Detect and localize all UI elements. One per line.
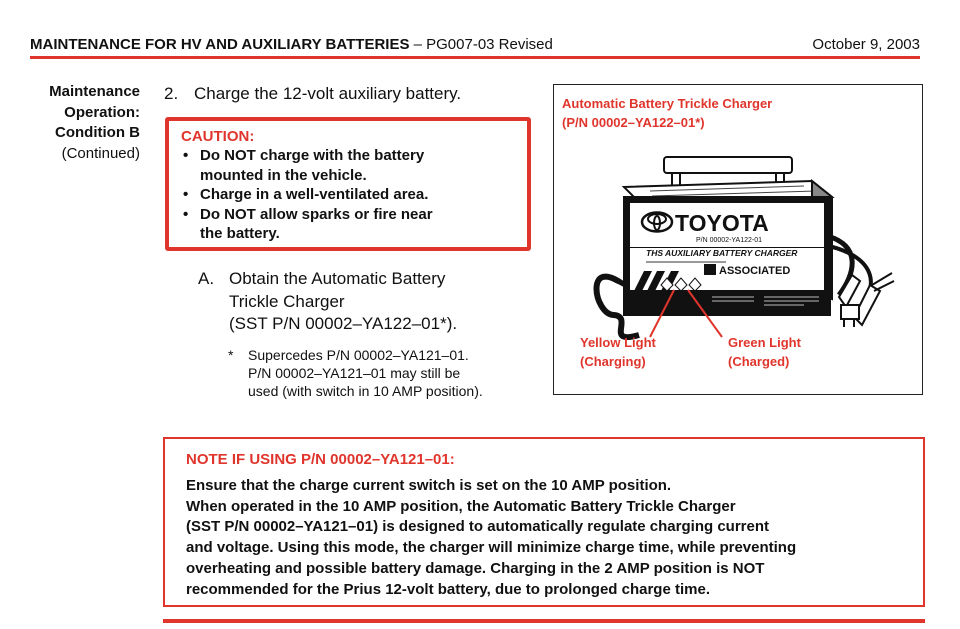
note-line: (SST P/N 00002–YA121–01) is designed to automatically regulate charging current (186, 518, 769, 536)
side-label-line: Operation: (64, 103, 140, 121)
substep-text (229, 268, 529, 336)
caution-item: • Do NOT charge with the battery mounted in the vehicle. (181, 146, 517, 185)
substep-line: Trickle Charger (229, 291, 345, 311)
figure-title-line: Automatic Battery Trickle Charger (562, 96, 773, 111)
note-line: and voltage. Using this mode, the charger will minimize charge time, while preventing (186, 539, 797, 557)
battery-clamp-icon (839, 275, 860, 307)
note-box (163, 437, 925, 607)
green-light-label: Green Light (Charged) (728, 335, 801, 369)
note-line: recommended for the Prius 12-volt battery, due to prolonged charge time. (186, 580, 710, 598)
charger-figure (553, 84, 923, 395)
caution-box (165, 117, 531, 251)
power-plug-icon (841, 305, 859, 319)
note-body (186, 476, 923, 600)
step-text: Charge the 12-volt auxiliary battery. (194, 84, 462, 103)
model-pn: P/N 00002-YA122-01 (696, 237, 763, 244)
figure-title-line: (P/N 00002–YA122–01*) (562, 115, 705, 130)
note-title: NOTE IF USING P/N 00002–YA121–01: (186, 451, 455, 468)
caution-title: CAUTION: (181, 128, 255, 145)
next-box-edge (163, 619, 925, 629)
yellow-light-label: Yellow Light (Charging) (580, 335, 656, 369)
associated-logo-icon (704, 264, 716, 275)
note-line: Ensure that the charge current switch is set on the 10 AMP position. (186, 477, 672, 494)
header-divider (30, 56, 920, 59)
caution-item: • Do NOT allow sparks or fire near the battery. (181, 205, 517, 244)
substep-line: (SST P/N 00002–YA122–01*). (229, 314, 458, 333)
page-header (30, 36, 920, 56)
document-date: October 9, 2003 (812, 36, 920, 53)
step-number: 2. (164, 84, 179, 103)
side-label-continued: (Continued) (61, 144, 140, 162)
footnote-line: Supercedes P/N 00002–YA121–01. (248, 347, 469, 363)
maker-name: ASSOCIATED (719, 265, 791, 277)
carry-handle (664, 157, 792, 173)
brand-name: TOYOTA (675, 210, 769, 236)
footnote-line: P/N 00002–YA121–01 may still be (248, 365, 461, 381)
caution-item: • Charge in a well-ventilated area. (181, 185, 517, 205)
document-title (30, 36, 553, 53)
step-2 (164, 84, 461, 104)
product-name: THS AUXILIARY BATTERY CHARGER (646, 248, 798, 258)
figure-title (562, 94, 772, 132)
section-side-label (20, 82, 140, 164)
side-label-line: Maintenance (49, 83, 140, 100)
document-title-revision: – PG007-03 Revised (409, 36, 553, 53)
document-title-bold: MAINTENANCE FOR HV AND AUXILIARY BATTERIES (30, 36, 410, 53)
caution-list (181, 146, 517, 244)
substep-line: Obtain the Automatic Battery (229, 269, 446, 288)
note-line: overheating and possible battery damage. Charging in the 2 AMP position is NOT (186, 559, 765, 577)
substep-letter: A. (198, 269, 215, 288)
side-label-line: Condition B (55, 124, 140, 141)
note-line: When operated in the 10 AMP position, the Automatic Battery Trickle Charger (186, 497, 736, 515)
footnote-marker: * (228, 347, 234, 363)
footnote-line: used (with switch in 10 AMP position). (248, 383, 483, 399)
